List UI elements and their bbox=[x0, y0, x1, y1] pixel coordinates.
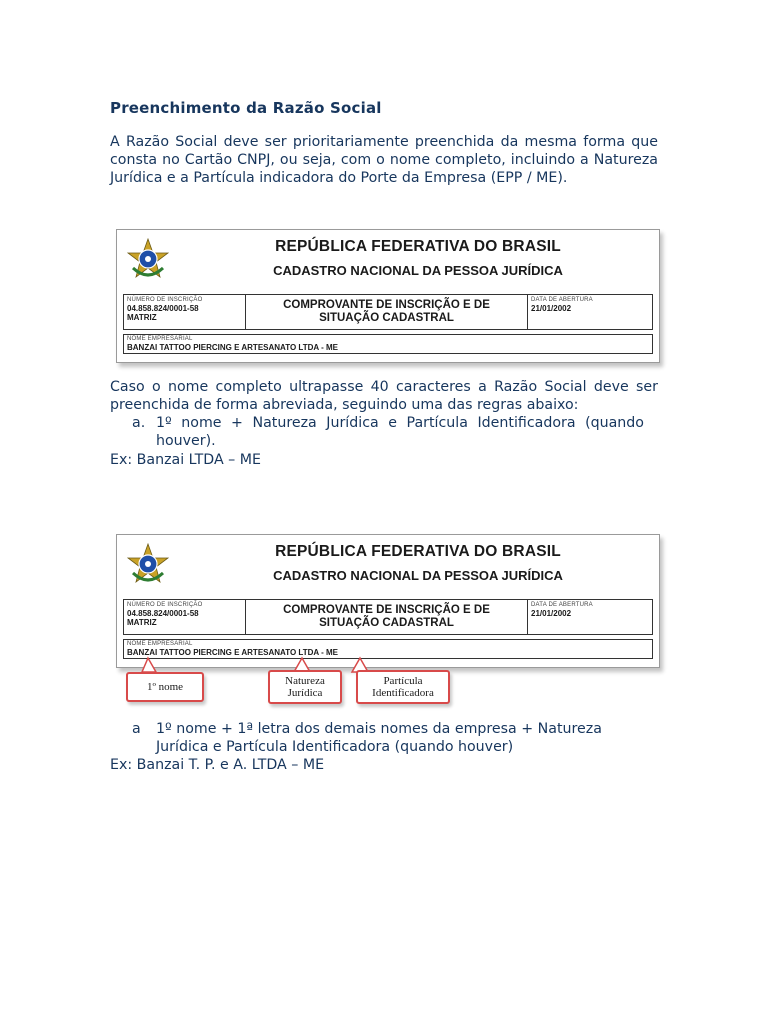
cert-date-label: DATA DE ABERTURA bbox=[531, 602, 593, 608]
cert-number-type: MATRIZ bbox=[127, 313, 157, 322]
example-2: Ex: Banzai T. P. e A. LTDA – ME bbox=[110, 757, 325, 773]
cert-number-value: 04.858.824/0001-58 bbox=[127, 609, 199, 618]
cert-name-cell bbox=[123, 334, 653, 354]
cert-title-republic: REPÚBLICA FEDERATIVA DO BRASIL bbox=[275, 543, 561, 560]
section-heading: Preenchimento da Razão Social bbox=[110, 99, 382, 117]
pointer-first-name bbox=[142, 658, 156, 672]
rule-b-item bbox=[110, 720, 658, 756]
cert-number-value: 04.858.824/0001-58 bbox=[127, 304, 199, 313]
rule-a-marker: a. bbox=[132, 415, 146, 431]
cert-date-value: 21/01/2002 bbox=[531, 609, 572, 618]
cert-number-label: NÚMERO DE INSCRIÇÃO bbox=[127, 602, 203, 608]
cert-title-cadastro: CADASTRO NACIONAL DA PESSOA JURÍDICA bbox=[273, 263, 563, 278]
cnpj-certificate-image-2 bbox=[116, 534, 660, 668]
brazil-coat-of-arms-icon bbox=[127, 543, 169, 585]
rule-b-text: 1º nome + 1ª letra dos demais nomes da empresa + Natureza Jurídica e Partícula Identificadora (quando houver) bbox=[156, 721, 602, 755]
cert-info-row bbox=[123, 294, 653, 330]
rule-a-item bbox=[110, 414, 658, 450]
cert-name-label: NOME EMPRESARIAL bbox=[127, 336, 193, 342]
brazil-coat-of-arms-icon bbox=[127, 238, 169, 280]
cert-date-label: DATA DE ABERTURA bbox=[531, 297, 593, 303]
cnpj-certificate-image-1 bbox=[116, 229, 660, 363]
cert-date-value: 21/01/2002 bbox=[531, 304, 572, 313]
cert-number-cell bbox=[124, 600, 246, 634]
cert-info-row bbox=[123, 599, 653, 635]
cert-number-type: MATRIZ bbox=[127, 618, 157, 627]
cert-date-cell bbox=[528, 600, 652, 634]
callout-natureza: Natureza Jurídica bbox=[268, 670, 342, 704]
callout-first-name: 1º nome bbox=[126, 672, 204, 702]
cert-name-label: NOME EMPRESARIAL bbox=[127, 641, 193, 647]
cert-name-value: BANZAI TATTOO PIERCING E ARTESANATO LTDA - ME bbox=[127, 343, 338, 352]
cert-title-cadastro: CADASTRO NACIONAL DA PESSOA JURÍDICA bbox=[273, 568, 563, 583]
cert-comprovante: COMPROVANTE DE INSCRIÇÃO E DE SITUAÇÃO CADASTRAL bbox=[246, 600, 528, 634]
rule-b-marker: a bbox=[132, 721, 141, 737]
rule-a-text: 1º nome + Natureza Jurídica e Partícula Identificadora (quando houver). bbox=[156, 415, 644, 449]
rule-intro-paragraph: Caso o nome completo ultrapasse 40 caracteres a Razão Social deve ser preenchida de forma abreviada, seguindo uma das regras abaixo: bbox=[110, 379, 658, 413]
cert-date-cell bbox=[528, 295, 652, 329]
intro-paragraph: A Razão Social deve ser prioritariamente preenchida da mesma forma que consta no Cartão CNPJ, ou seja, com o nome completo, incluindo a Natureza Jurídica e a Partícula indicadora do Porte da Empresa (EPP / ME). bbox=[110, 134, 658, 186]
cert-comprovante: COMPROVANTE DE INSCRIÇÃO E DE SITUAÇÃO CADASTRAL bbox=[246, 295, 528, 329]
cert-number-cell bbox=[124, 295, 246, 329]
cert-number-label: NÚMERO DE INSCRIÇÃO bbox=[127, 297, 203, 303]
cert-title-republic: REPÚBLICA FEDERATIVA DO BRASIL bbox=[275, 238, 561, 255]
callout-particula: Partícula Identificadora bbox=[356, 670, 450, 704]
cert-name-value: BANZAI TATTOO PIERCING E ARTESANATO LTDA - ME bbox=[127, 648, 338, 657]
example-1: Ex: Banzai LTDA – ME bbox=[110, 452, 261, 468]
